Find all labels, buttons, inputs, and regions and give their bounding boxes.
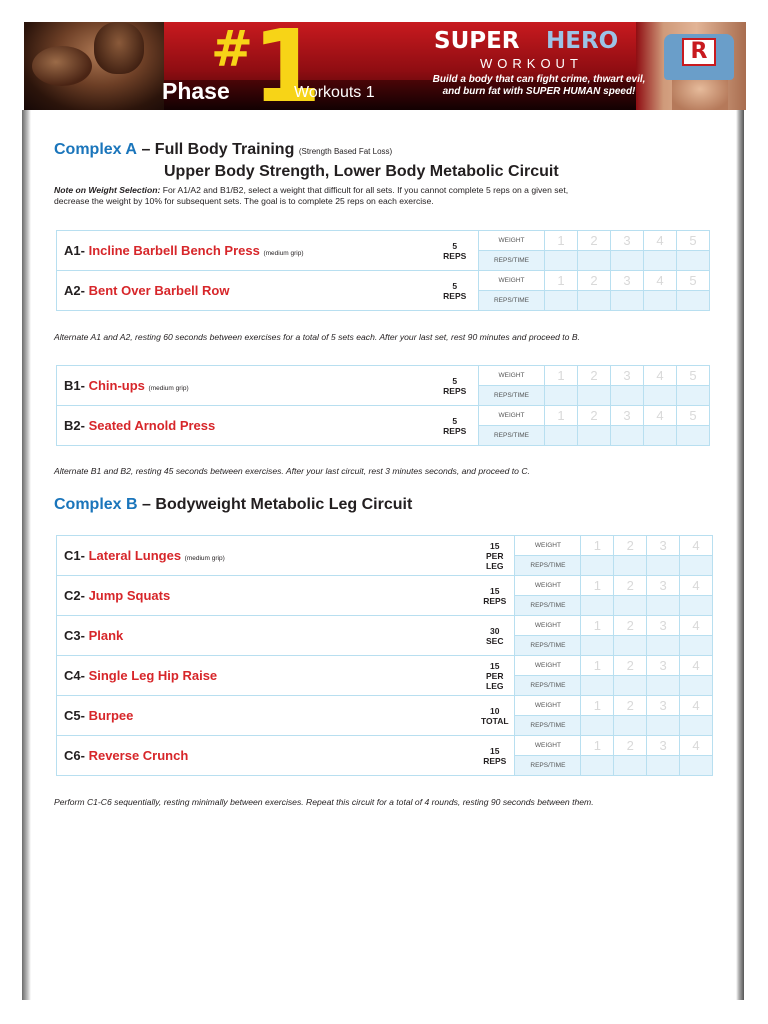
reps-input-cell[interactable] [578,291,611,311]
reps-input-cell[interactable] [647,596,680,616]
instruction-a: Alternate A1 and A2, resting 60 seconds between exercises for a total of 5 sets each. After your last set, rest 90 minutes and proceed to B. [54,332,580,342]
complex-a-title: Full Body Training [154,141,295,158]
exercise-name-cell [57,536,476,576]
page-edge-right [736,110,744,1000]
note-label: Note on Weight Selection: [54,185,161,195]
set-number[interactable]: 3 [647,696,680,716]
reps-time-label: REPS/TIME [515,596,581,616]
hero-left-image [24,22,164,110]
complex-a-heading [54,141,714,183]
exercise-row-a1 [57,231,710,251]
exercise-grip: (medium grip) [148,385,189,392]
complex-b-heading [54,496,412,514]
reps-time-label: REPS/TIME [515,676,581,696]
exercise-reps [432,231,479,271]
exercise-row-c4 [57,656,713,676]
exercise-code: C2- [64,588,85,603]
reps-unit: TOTAL [480,715,509,726]
exercise-code: C3- [64,628,85,643]
exercise-row-c3 [57,616,713,636]
weight-label: WEIGHT [515,616,581,636]
reps-input-cell[interactable] [614,636,647,656]
exercise-name-cell [57,366,432,406]
exercise-name-cell [57,576,476,616]
reps-time-label: REPS/TIME [479,386,545,406]
set-number[interactable]: 2 [614,616,647,636]
exercise-reps [475,576,515,616]
exercise-label: Lateral Lunges [88,548,182,563]
reps-unit: PER [486,550,504,561]
set-number[interactable]: 4 [644,271,677,291]
exercise-reps [432,406,479,446]
exercise-row-b2 [57,406,710,426]
exercise-label: Bent Over Barbell Row [88,283,230,298]
hero-torso-shape [672,80,728,110]
weight-label: WEIGHT [515,696,581,716]
exercise-table-c [56,535,713,776]
set-number[interactable]: 1 [545,406,578,426]
set-number[interactable]: 2 [578,231,611,251]
tagline-line-1: Build a body that can fight crime, thwart evil, [432,74,646,85]
reps-input-cell[interactable] [614,596,647,616]
reps-time-label: REPS/TIME [515,756,581,776]
reps-input-cell[interactable] [581,556,614,576]
set-number[interactable]: 5 [677,366,710,386]
exercise-name-cell [57,736,476,776]
complex-a-dash: – [141,141,151,158]
hero-right-image [636,22,746,110]
reps-input-cell[interactable] [680,676,713,696]
reps-input-cell[interactable] [644,386,677,406]
reps-input-cell[interactable] [578,386,611,406]
set-number[interactable]: 4 [680,616,713,636]
exercise-code: C6- [64,748,85,763]
set-number[interactable]: 1 [545,271,578,291]
set-number[interactable]: 3 [647,576,680,596]
complex-b-dash: – [142,496,151,513]
set-number[interactable]: 1 [581,736,614,756]
exercise-code: C1- [64,548,85,563]
weight-label: WEIGHT [479,231,545,251]
note-text-2: decrease the weight by 10% for subsequent sets. The goal is to complete 25 reps on each exercise. [54,196,434,206]
weight-label: WEIGHT [479,366,545,386]
reps-input-cell[interactable] [578,426,611,446]
exercise-table-a [56,230,710,311]
phase-hash: # [211,22,253,78]
reps-input-cell[interactable] [680,556,713,576]
phase-label: Phase [162,78,230,104]
reps-time-label: REPS/TIME [515,716,581,736]
reps-unit-2: LEG [486,560,504,571]
exercise-reps [432,271,479,311]
exercise-name-cell [57,696,476,736]
exercise-reps [475,536,515,576]
reps-time-label: REPS/TIME [479,251,545,271]
exercise-label: Burpee [88,708,134,723]
set-number[interactable]: 2 [614,576,647,596]
reps-input-cell[interactable] [614,556,647,576]
exercise-grip: (medium grip) [263,250,304,257]
set-number[interactable]: 4 [644,366,677,386]
set-number[interactable]: 3 [647,656,680,676]
reps-unit: REPS [443,385,467,396]
reps-input-cell[interactable] [680,596,713,616]
weight-label: WEIGHT [479,406,545,426]
reps-input-cell[interactable] [644,426,677,446]
set-number[interactable]: 4 [644,231,677,251]
set-number[interactable]: 3 [611,271,644,291]
set-number[interactable]: 3 [647,736,680,756]
phase-number: 1 [252,22,318,110]
exercise-label: Seated Arnold Press [88,418,216,433]
exercise-label: Reverse Crunch [88,748,189,763]
set-number[interactable]: 1 [581,536,614,556]
reps-value: 15 [490,540,500,551]
workouts-label: Workouts 1 [294,84,375,101]
reps-value: 10 [490,705,500,716]
weight-label: WEIGHT [515,536,581,556]
reps-input-cell[interactable] [647,756,680,776]
reps-unit-2: LEG [486,680,504,691]
complex-b-title: Bodyweight Metabolic Leg Circuit [155,496,413,513]
complex-a-subtitle: Upper Body Strength, Lower Body Metabolic Circuit [164,163,559,180]
set-number[interactable]: 1 [581,616,614,636]
set-number[interactable]: 1 [581,576,614,596]
reps-input-cell[interactable] [677,291,710,311]
reps-input-cell[interactable] [647,556,680,576]
reps-value: 15 [490,585,500,596]
exercise-label: Incline Barbell Bench Press [88,243,260,258]
set-number[interactable]: 5 [677,231,710,251]
set-number[interactable]: 4 [680,536,713,556]
hero-arm-shape [32,46,92,86]
set-number[interactable]: 2 [578,366,611,386]
page-edge-left [22,110,31,1000]
set-number[interactable]: 2 [614,656,647,676]
exercise-table-b [56,365,710,446]
reps-input-cell[interactable] [611,251,644,271]
exercise-grip: (medium grip) [184,555,225,562]
set-number[interactable]: 4 [680,736,713,756]
weight-selection-note [54,185,714,207]
reps-input-cell[interactable] [677,386,710,406]
exercise-name-cell [57,406,432,446]
reps-unit: REPS [443,425,467,436]
exercise-row-a2 [57,271,710,291]
logo-workout: WORKOUT [480,56,583,71]
set-number[interactable]: 4 [680,576,713,596]
reps-value: 15 [490,660,500,671]
exercise-code: A2- [64,283,85,298]
exercise-row-c2 [57,576,713,596]
set-number[interactable]: 4 [680,656,713,676]
reps-input-cell[interactable] [614,756,647,776]
reps-input-cell[interactable] [647,716,680,736]
exercise-code: C5- [64,708,85,723]
set-number[interactable]: 5 [677,406,710,426]
hero-face-shape [94,22,144,74]
reps-input-cell[interactable] [581,756,614,776]
exercise-reps [475,616,515,656]
reps-input-cell[interactable] [647,636,680,656]
reps-value: 15 [490,745,500,756]
exercise-row-c6 [57,736,713,756]
set-number[interactable]: 2 [614,736,647,756]
weight-label: WEIGHT [515,736,581,756]
reps-input-cell[interactable] [647,676,680,696]
exercise-label: Plank [88,628,124,643]
complex-a-title-row [54,141,714,159]
reps-input-cell[interactable] [614,716,647,736]
set-number[interactable]: 3 [611,231,644,251]
reps-input-cell[interactable] [680,636,713,656]
set-number[interactable]: 1 [581,656,614,676]
complex-a-name: Complex A [54,141,137,158]
set-number[interactable]: 3 [647,616,680,636]
exercise-label: Chin-ups [88,378,145,393]
reps-input-cell[interactable] [611,426,644,446]
exercise-row-c5 [57,696,713,716]
reps-time-label: REPS/TIME [479,426,545,446]
exercise-reps [475,696,515,736]
reps-value: 5 [452,240,458,251]
set-number[interactable]: 1 [545,366,578,386]
reps-input-cell[interactable] [581,636,614,656]
reps-unit: REPS [483,755,507,766]
reps-time-label: REPS/TIME [515,556,581,576]
reps-input-cell[interactable] [545,291,578,311]
exercise-name-cell [57,271,432,311]
reps-input-cell[interactable] [644,291,677,311]
note-text-1: For A1/A2 and B1/B2, select a weight that difficult for all sets. If you cannot complete 5 reps on a given set, [160,185,569,195]
set-number[interactable]: 2 [578,406,611,426]
exercise-row-b1 [57,366,710,386]
reps-input-cell[interactable] [545,251,578,271]
instruction-b: Alternate B1 and B2, resting 45 seconds between exercises. After your last circuit, rest 3 minutes seconds, and proceed to C. [54,466,530,476]
exercise-name-cell [57,656,476,696]
tagline-line-2: and burn fat with SUPER HUMAN speed! [442,86,636,97]
reps-value: 5 [452,280,458,291]
reps-input-cell[interactable] [677,251,710,271]
exercise-reps [475,736,515,776]
reps-time-label: REPS/TIME [479,291,545,311]
logo-super: SUPER [434,28,520,54]
reps-unit: PER [486,670,504,681]
exercise-row-c1 [57,536,713,556]
reps-input-cell[interactable] [644,251,677,271]
set-number[interactable]: 3 [611,406,644,426]
set-number[interactable]: 3 [611,366,644,386]
exercise-name-cell [57,616,476,656]
reps-input-cell[interactable] [545,426,578,446]
set-number[interactable]: 2 [614,536,647,556]
reps-input-cell[interactable] [677,426,710,446]
exercise-reps [432,366,479,406]
exercise-code: C4- [64,668,85,683]
set-number[interactable]: 1 [545,231,578,251]
reps-input-cell[interactable] [581,596,614,616]
weight-label: WEIGHT [515,656,581,676]
set-number[interactable]: 5 [677,271,710,291]
reps-unit: REPS [443,290,467,301]
reps-input-cell[interactable] [614,676,647,696]
reps-input-cell[interactable] [578,251,611,271]
tagline [429,74,649,98]
hero-emblem: R [682,38,716,66]
reps-input-cell[interactable] [581,716,614,736]
exercise-code: B1- [64,378,85,393]
exercise-reps [475,656,515,696]
reps-input-cell[interactable] [545,386,578,406]
reps-input-cell[interactable] [680,756,713,776]
set-number[interactable]: 2 [614,696,647,716]
exercise-label: Jump Squats [88,588,171,603]
exercise-label: Single Leg Hip Raise [88,668,218,683]
reps-unit: SEC [486,635,504,646]
reps-value: 30 [490,625,500,636]
reps-input-cell[interactable] [611,291,644,311]
reps-unit: REPS [483,595,507,606]
complex-a-title-small: (Strength Based Fat Loss) [298,147,393,156]
logo-hero: HERO [546,28,619,54]
reps-value: 5 [452,375,458,386]
reps-value: 5 [452,415,458,426]
reps-input-cell[interactable] [680,716,713,736]
complex-b-name: Complex B [54,496,138,513]
reps-time-label: REPS/TIME [515,636,581,656]
set-number[interactable]: 4 [644,406,677,426]
reps-input-cell[interactable] [581,676,614,696]
set-number[interactable]: 3 [647,536,680,556]
exercise-code: A1- [64,243,85,258]
exercise-code: B2- [64,418,85,433]
set-number[interactable]: 2 [578,271,611,291]
weight-label: WEIGHT [515,576,581,596]
reps-input-cell[interactable] [611,386,644,406]
set-number[interactable]: 4 [680,696,713,716]
reps-unit: REPS [443,250,467,261]
header-banner [24,22,746,110]
weight-label: WEIGHT [479,271,545,291]
exercise-name-cell [57,231,432,271]
set-number[interactable]: 1 [581,696,614,716]
instruction-c: Perform C1-C6 sequentially, resting minimally between exercises. Repeat this circuit for a total of 4 rounds, resting 90 seconds between them. [54,797,594,807]
